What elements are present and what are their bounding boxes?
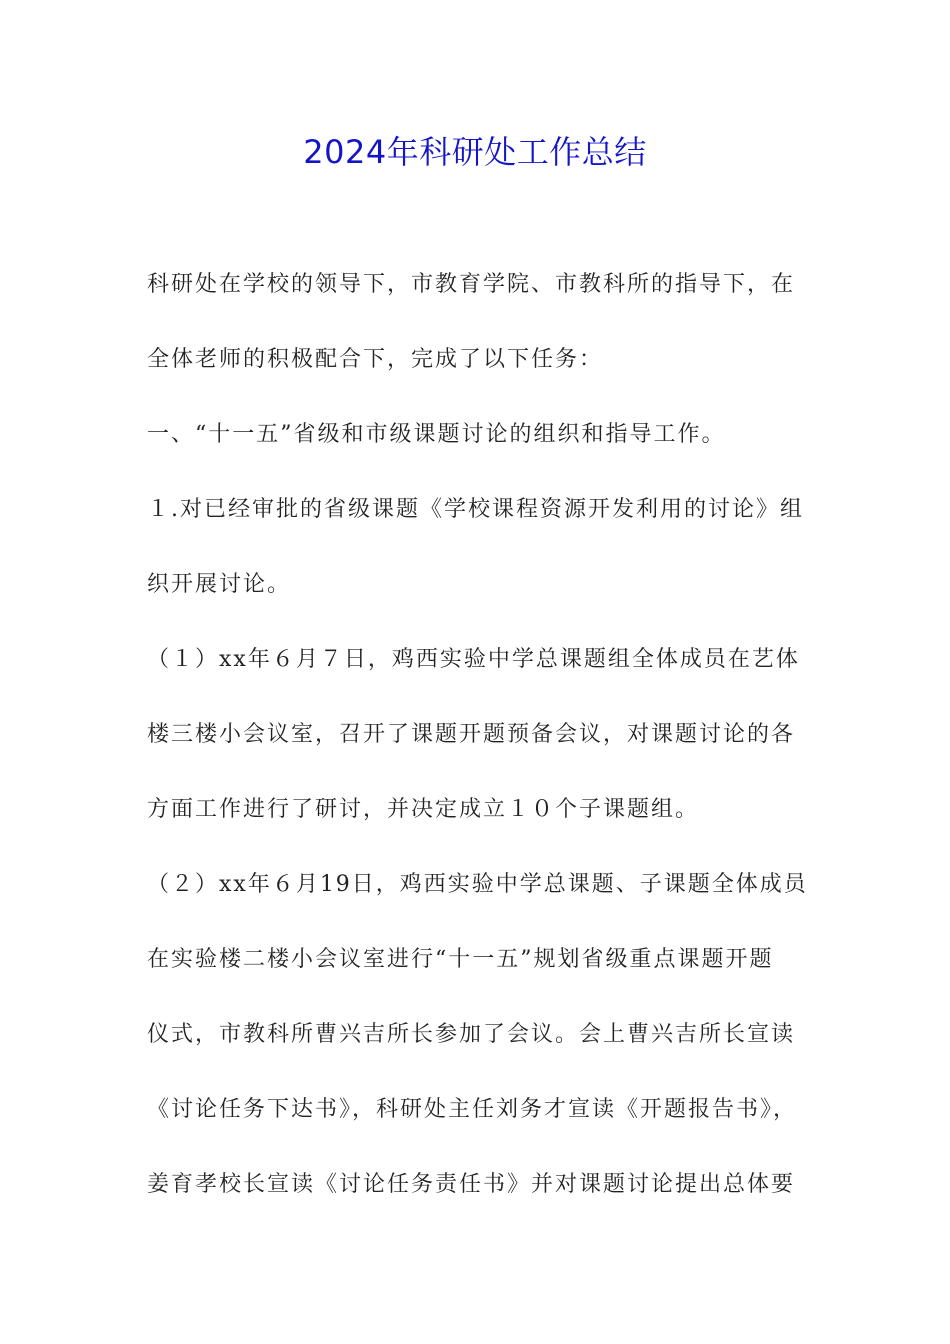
paragraph-line: （２）xx年６月19日，鸡西实验中学总课题、子课题全体成员 xyxy=(147,872,808,897)
paragraph-line: 仪式，市教科所曹兴吉所长参加了会议。会上曹兴吉所长宣读 xyxy=(147,1022,796,1047)
paragraph-line: １.对已经审批的省级课题《学校课程资源开发利用的讨论》组 xyxy=(147,497,804,522)
paragraph-line: 在实验楼二楼小会议室进行“十一五”规划省级重点课题开题 xyxy=(147,947,774,972)
paragraph-line: 全体老师的积极配合下，完成了以下任务： xyxy=(147,347,604,372)
paragraph-line: 《讨论任务下达书》，科研处主任刘务才宣读《开题报告书》， xyxy=(147,1097,798,1122)
paragraph-line: 楼三楼小会议室，召开了课题开题预备会议，对课题讨论的各 xyxy=(147,722,796,747)
section-heading: 一、“十一五”省级和市级课题讨论的组织和指导工作。 xyxy=(147,422,726,447)
paragraph-line: （１）xx年６月７日，鸡西实验中学总课题组全体成员在艺体 xyxy=(147,647,800,672)
paragraph-line: 方面工作进行了研讨，并决定成立１０个子课题组。 xyxy=(147,797,700,822)
paragraph-line: 姜育孝校长宣读《讨论任务责任书》并对课题讨论提出总体要 xyxy=(147,1172,796,1197)
paragraph-line: 科研处在学校的领导下，市教育学院、市教科所的指导下，在 xyxy=(147,272,796,297)
document-title: 2024年科研处工作总结 xyxy=(303,133,647,171)
paragraph-line: 织开展讨论。 xyxy=(147,572,292,597)
